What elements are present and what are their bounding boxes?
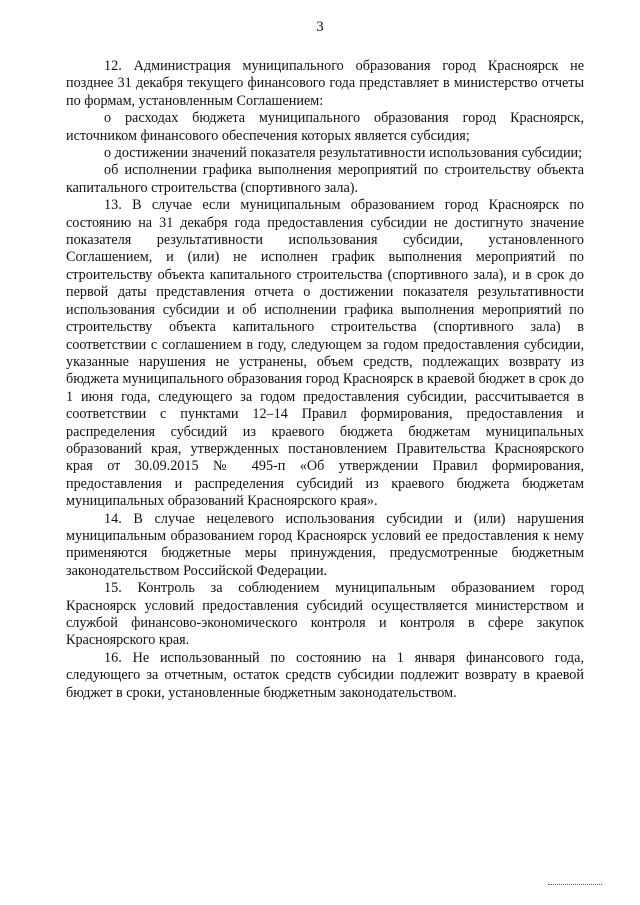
footer-divider: [548, 884, 602, 885]
paragraph-15: 15. Контроль за соблюдением муниципальным образованием город Красноярск условий предоставления субсидий осуществляется министерством и службой финансово-экономического контроля и контроля в сфере закупок Красноярского края.: [66, 580, 584, 649]
paragraph-12-item-indicator: о достижении значений показателя результативности использования субсидии;: [104, 145, 583, 162]
paragraph-16: 16. Не использованный по состоянию на 1 января финансового года, следующего за отчетным, остаток средств субсидии подлежит возврату в краевой бюджет в сроки, установленные бюджетным законодательством.: [66, 649, 584, 701]
paragraph-14: 14. В случае нецелевого использования субсидии и (или) нарушения муниципальным образованием город Красноярск условий ее предоставления к нему применяются бюджетные меры принуждения, предусмотренные бюджетным законодательством Российской Федерации.: [66, 510, 584, 579]
paragraph-13: 13. В случае если муниципальным образованием город Красноярск по состоянию на 31 декабря года предоставления субсидии не достигнуто значение показателя результативности использования субсидии, установленного Соглашением, и (или) не исполнен график выполнения мероприятий по строительству объекта капитального строительства (спортивного зала), и в срок до первой даты представления отчета о достижении показателя результативности использования субсидии и об исполнении графика выполнения мероприятий по строительству объекта капитального строительства (спортивного зала) в соответствии с соглашением в году, следующем за годом предоставления субсидии, указанные нарушения не устранены, объем средств, подлежащих возврату из бюджета муниципального образования город Красноярск в краевой бюджет в срок до 1 июня года, следующего за годом предоставления субсидии, рассчитывается в соответствии с пунктами 12–14 Правил формирования, предоставления и распределения субсидий из краевого бюджета бюджетам муниципальных образований края, утвержденных постановлением Правительства Красноярского края от 30.09.2015 № 495-п «Об утверждении Правил формирования, предоставления и распределения субсидий из краевого бюджета бюджетам муниципальных образований Красноярского края».: [66, 197, 584, 510]
paragraph-12-item-expenses: о расходах бюджета муниципального образования город Красноярск, источником финансового обеспечения которых является субсидия;: [66, 110, 584, 144]
paragraph-12-item-schedule: об исполнении графика выполнения мероприятий по строительству объекта капитального строительства (спортивного зала).: [66, 162, 584, 196]
paragraph-12: 12. Администрация муниципального образования город Красноярск не позднее 31 декабря текущего финансового года представляет в министерство отчеты по формам, установленным Соглашением:: [66, 58, 584, 109]
page-number: 3: [316, 19, 324, 35]
document-body: [66, 58, 584, 702]
